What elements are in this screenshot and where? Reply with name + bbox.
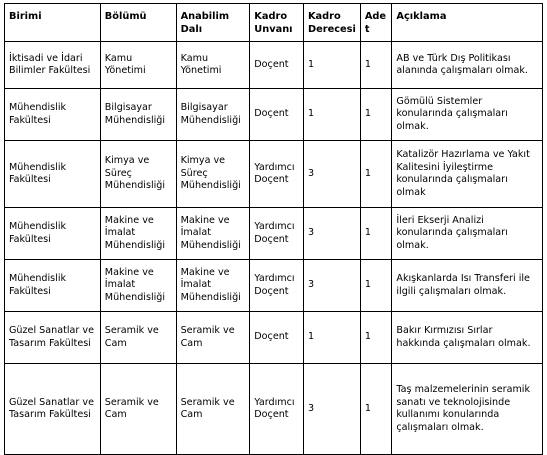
cell-kadro-unvani: Doçent	[250, 312, 304, 364]
cell-kadro-unvani: Yardımcı Doçent	[250, 208, 304, 260]
cell-birimi: Mühendislik Fakültesi	[5, 260, 101, 312]
table-row	[5, 260, 543, 312]
cell-kadro-derecesi: 1	[303, 42, 360, 89]
table-row	[5, 89, 543, 141]
header-bolumu: Bölümü	[100, 4, 176, 42]
cell-kadro-derecesi: 3	[303, 141, 360, 208]
cell-bolumu: Seramik ve Cam	[100, 364, 176, 455]
cell-bolumu: Seramik ve Cam	[100, 312, 176, 364]
cell-anabilim-dali: Makine ve İmalat Mühendisliği	[176, 208, 250, 260]
cell-bolumu: Makine ve İmalat Mühendisliği	[100, 260, 176, 312]
cell-birimi: Mühendislik Fakültesi	[5, 141, 101, 208]
cell-aciklama: AB ve Türk Dış Politikası alanında çalışmaları olmak.	[392, 42, 543, 89]
table-row	[5, 312, 543, 364]
cell-birimi: Mühendislik Fakültesi	[5, 89, 101, 141]
header-kadro-unvani: Kadro Unvanı	[250, 4, 304, 42]
staff-positions-table	[4, 3, 543, 455]
cell-kadro-unvani: Doçent	[250, 89, 304, 141]
cell-aciklama: İleri Ekserji Analizi konularında çalışmaları olmak.	[392, 208, 543, 260]
cell-anabilim-dali: Bilgisayar Mühendisliği	[176, 89, 250, 141]
table-header-row	[5, 4, 543, 42]
cell-anabilim-dali: Kimya ve Süreç Mühendisliği	[176, 141, 250, 208]
cell-bolumu: Bilgisayar Mühendisliği	[100, 89, 176, 141]
cell-adet: 1	[360, 42, 392, 89]
cell-birimi: Mühendislik Fakültesi	[5, 208, 101, 260]
cell-birimi: Güzel Sanatlar ve Tasarım Fakültesi	[5, 364, 101, 455]
cell-adet: 1	[360, 141, 392, 208]
cell-birimi: Güzel Sanatlar ve Tasarım Fakültesi	[5, 312, 101, 364]
cell-adet: 1	[360, 312, 392, 364]
cell-aciklama: Bakır Kırmızısı Sırlar hakkında çalışmaları olmak.	[392, 312, 543, 364]
cell-kadro-derecesi: 3	[303, 260, 360, 312]
header-adet: Adet	[360, 4, 392, 42]
cell-aciklama: Katalizör Hazırlama ve Yakıt Kalitesini İyileştirme konularında çalışmaları olmak	[392, 141, 543, 208]
cell-anabilim-dali: Kamu Yönetimi	[176, 42, 250, 89]
table-row	[5, 42, 543, 89]
header-anabilim-dali: Anabilim Dalı	[176, 4, 250, 42]
cell-adet: 1	[360, 260, 392, 312]
header-kadro-derecesi: Kadro Derecesi	[303, 4, 360, 42]
table-row	[5, 208, 543, 260]
cell-kadro-unvani: Doçent	[250, 42, 304, 89]
cell-bolumu: Kamu Yönetimi	[100, 42, 176, 89]
cell-kadro-derecesi: 1	[303, 312, 360, 364]
cell-aciklama: Akışkanlarda Isı Transferi ile ilgili çalışmaları olmak.	[392, 260, 543, 312]
cell-kadro-derecesi: 3	[303, 364, 360, 455]
cell-adet: 1	[360, 364, 392, 455]
cell-adet: 1	[360, 89, 392, 141]
cell-aciklama: Taş malzemelerinin seramik sanatı ve teknolojisinde kullanımı konularında çalışmaları olmak.	[392, 364, 543, 455]
cell-aciklama: Gömülü Sistemler konularında çalışmaları olmak.	[392, 89, 543, 141]
header-birimi: Birimi	[5, 4, 101, 42]
cell-kadro-unvani: Yardımcı Doçent	[250, 260, 304, 312]
cell-anabilim-dali: Makine ve İmalat Mühendisliği	[176, 260, 250, 312]
table-row	[5, 364, 543, 455]
cell-kadro-derecesi: 3	[303, 208, 360, 260]
cell-kadro-unvani: Yardımcı Doçent	[250, 141, 304, 208]
table-row	[5, 141, 543, 208]
cell-adet: 1	[360, 208, 392, 260]
cell-anabilim-dali: Seramik ve Cam	[176, 312, 250, 364]
cell-birimi: İktisadi ve İdari Bilimler Fakültesi	[5, 42, 101, 89]
cell-kadro-unvani: Yardımcı Doçent	[250, 364, 304, 455]
cell-kadro-derecesi: 1	[303, 89, 360, 141]
cell-bolumu: Kimya ve Süreç Mühendisliği	[100, 141, 176, 208]
cell-bolumu: Makine ve İmalat Mühendisliği	[100, 208, 176, 260]
cell-anabilim-dali: Seramik ve Cam	[176, 364, 250, 455]
header-aciklama: Açıklama	[392, 4, 543, 42]
